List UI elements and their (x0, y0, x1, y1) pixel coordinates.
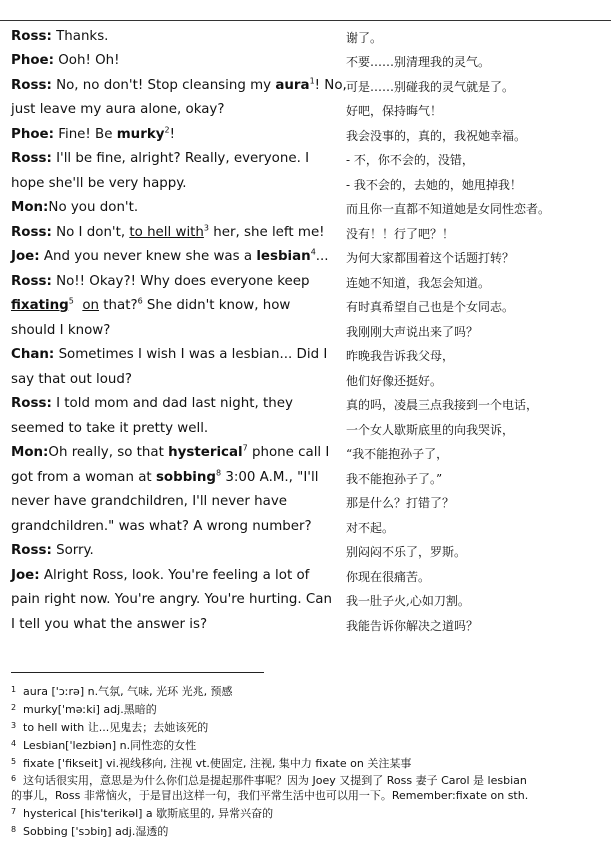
dialogue-line: seemed to take it pretty well. (11, 421, 209, 436)
translation-line: “我不能抱孙子了， (346, 447, 449, 461)
translation-line: 而且你一直都不知道她是女同性恋者。 (346, 202, 551, 216)
footnote-ref: 8 (216, 468, 222, 478)
vocab-term: sobbing (155, 470, 216, 485)
dialogue-line: fixating$^5$ on that?$^6$ She didn't know, how (11, 296, 291, 313)
translation-line: 别闷闷不乐了，罗斯。 (346, 545, 467, 559)
dialogue-line: Ross: No, no don't! Stop cleansing my aura$^1$! No, (11, 76, 347, 93)
dialogue-line: Ross: No!! Okay?! Why does everyone keep (11, 274, 310, 289)
translation-line: 我刚刚大声说出来了吗？ (346, 325, 479, 339)
dialogue-line: say that out loud? (11, 372, 133, 387)
translation-line: 你现在很痛苦。 (346, 570, 431, 584)
footnote: 2 murky['məːki] adj.黑暗的 (11, 703, 157, 716)
translation-line: 谢了。 (346, 31, 383, 45)
footnote: 1 aura ['ɔːrə] n.气氛, 气味, 光环 光兆, 预感 (11, 685, 233, 698)
dialogue-line: Phoe: Ooh! Oh! (11, 53, 120, 68)
footnote-ref: 6 (137, 296, 143, 306)
dialogue-line: Mon:No you don't. (11, 200, 139, 215)
vocab-term: aura (275, 78, 310, 93)
footnote: 5 fixate ['fikseit] vi.视线移向, 注视 vt.使固定, 注视, 集中力 fixate on 关注某事 (11, 757, 412, 770)
dialogue-line: Ross: I'll be fine, alright? Really, everyone. I (11, 151, 310, 166)
footnote-ref: 2 (164, 125, 170, 135)
translation-line: 不要……别清理我的灵气。 (346, 55, 491, 69)
translation-line: - 不，你不会的，没错， (346, 153, 474, 167)
dialogue-line: Ross: Thanks. (11, 29, 109, 44)
dialogue-line: Ross: I told mom and dad last night, they (11, 396, 293, 411)
translation-line: 昨晚我告诉我父母， (346, 349, 455, 363)
translation-line: 我能告诉你解决之道吗？ (346, 619, 479, 633)
footnote-ref: 7 (242, 443, 248, 453)
translation-line: 一个女人歇斯底里的向我哭诉， (346, 423, 515, 437)
dialogue-line: Phoe: Fine! Be murky$^2$! (11, 125, 175, 142)
vocab-term: hysterical (168, 445, 243, 460)
footnote-ref: 3 (203, 223, 209, 233)
dialogue-line: Joe: And you never knew she was a lesbian$^4$... (11, 247, 329, 264)
dialogue-line: Ross: Sorry. (11, 543, 94, 558)
dialogue-line: got from a woman at sobbing$^8$ 3:00 A.M., "I'll (11, 468, 319, 485)
translation-line: 为何大家都围着这个话题打转？ (346, 251, 515, 265)
translation-line: 对不起。 (346, 521, 395, 535)
translation-line: - 我不会的，去她的，她甩掉我！ (346, 178, 522, 192)
vocab-term: to hell with (129, 225, 204, 240)
footnote-continued: 的事儿，Ross 非常恼火，于是冒出这样一句，我们平常生活中也可以用一下。Remember:fixate on sth. (11, 789, 529, 802)
dialogue-line: I tell you what the answer is? (11, 617, 208, 632)
dialogue-line: Mon:Oh really, so that hysterical$^7$ phone call I (11, 443, 330, 460)
dialogue-line: should I know? (11, 323, 111, 338)
top-rule (0, 20, 611, 21)
translation-line: 可是……别碰我的灵气就是了。 (346, 80, 515, 94)
vocab-term: murky (116, 127, 165, 142)
footnote-rule (11, 672, 264, 673)
dialogue-line: never have grandchildren, I'll never have (11, 494, 288, 509)
dialogue-line: Ross: No I don't, to hell with$^3$ her, she left me! (11, 223, 325, 240)
translation-line: 他们好像还挺好。 (346, 374, 443, 388)
translation-line: 我会没事的，真的，我祝她幸福。 (346, 129, 527, 143)
dialogue-line: hope she'll be very happy. (11, 176, 187, 191)
footnote: 6 这句话很实用，意思是为什么你们总是提起那件事呢？因为 Joey 又提到了 Ross 妻子 Carol 是 lesbian (11, 774, 527, 787)
footnote: 8 Sobbing ['sɔbiŋ] adj.湿透的 (11, 825, 169, 838)
footnote-ref: 5 (68, 296, 74, 306)
translation-line: 我不能抱孙子了。” (346, 472, 443, 486)
translation-line: 我一肚子火,心如刀割。 (346, 594, 470, 608)
footnote: 4 Lesbian['lezbiən] n.同性恋的女性 (11, 739, 197, 752)
footnote: 3 to hell with 让...见鬼去；去她该死的 (11, 721, 209, 734)
footnote-ref: 4 (310, 247, 316, 257)
vocab-term: fixating (11, 298, 69, 313)
dialogue-line: grandchildren." was what? A wrong number? (11, 519, 312, 534)
footnote-ref: 1 (309, 76, 315, 86)
dialogue-line: pain right now. You're angry. You're hurting. Can (11, 592, 332, 607)
dialogue-line: just leave my aura alone, okay? (11, 102, 225, 117)
translation-line: 好吧，保持晦气！ (346, 104, 443, 118)
translation-line: 有时真希望自己也是个女同志。 (346, 300, 515, 314)
dialogue-line: Chan: Sometimes I wish I was a lesbian... Did I (11, 347, 328, 362)
vocab-term: lesbian (256, 249, 311, 264)
translation-line: 那是什么？打错了？ (346, 496, 455, 510)
dialogue-line: Joe: Alright Ross, look. You're feeling a lot of (11, 568, 310, 583)
translation-line: 真的吗，凌晨三点我接到一个电话， (346, 398, 539, 412)
translation-line: 连她不知道，我怎会知道。 (346, 276, 491, 290)
footnote: 7 hysterical [his'terikəl] a 歇斯底里的, 异常兴奋的 (11, 807, 274, 820)
translation-line: 没有！！行了吧？！ (346, 227, 455, 241)
